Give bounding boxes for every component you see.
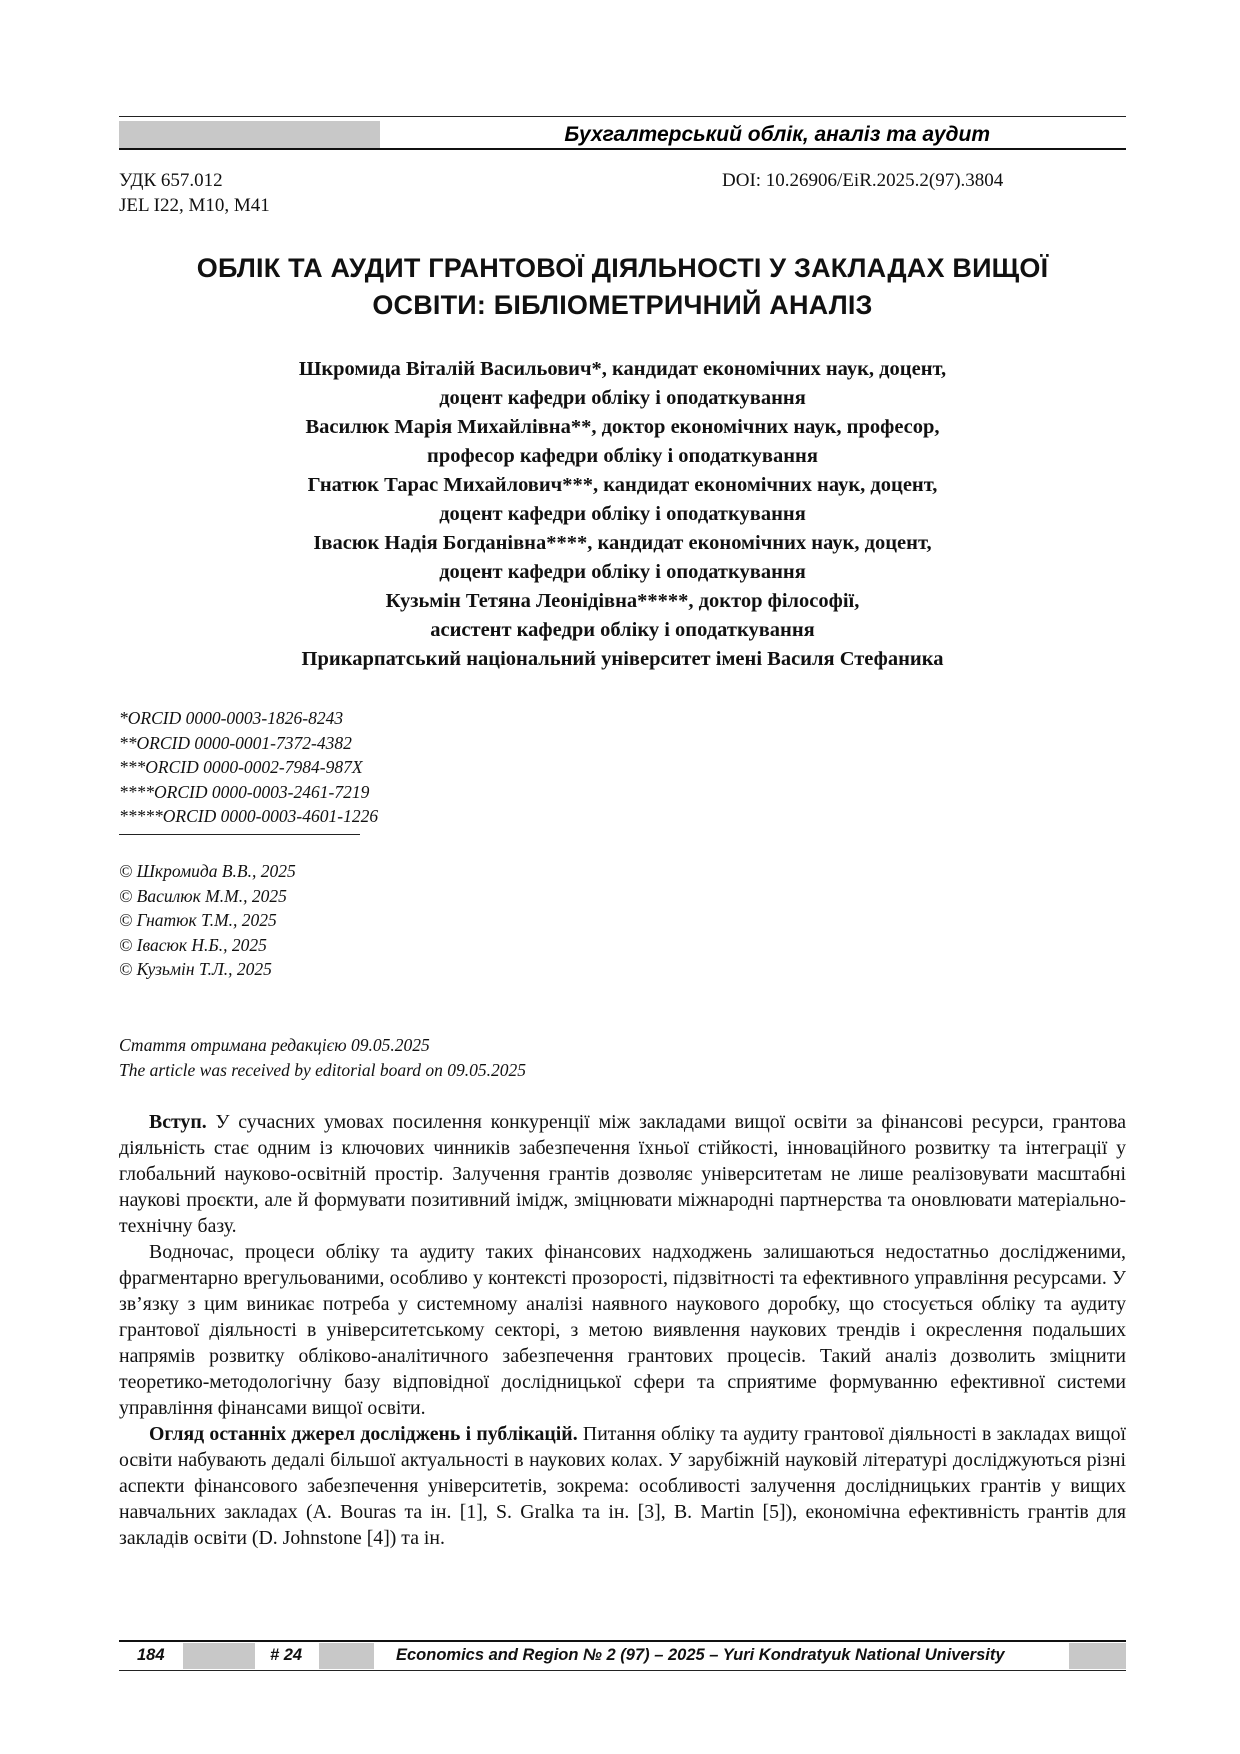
author-line: доцент кафедри обліку і оподаткування	[439, 503, 806, 525]
journal-section-title: Бухгалтерський облік, аналіз та аудит	[564, 123, 990, 146]
issue-number: # 24	[270, 1646, 303, 1664]
footnote-separator	[119, 834, 360, 835]
author-line: доцент кафедри обліку і оподаткування	[439, 561, 806, 583]
orcid-list	[119, 706, 378, 829]
footer-gray-block	[1069, 1643, 1126, 1669]
article-title	[119, 250, 1126, 324]
paragraph-text: У сучасних умовах посилення конкуренції між закладами вищої освіти за фінансові ресурси, грантова діяльність стає одним із ключових чинників забезпечення їхньої стійкості, інноваційного розвитку та інтеграції у глобальний науково-освітній простір. Залучення грантів дозволяє університетам не лише реалізовувати масштабні наукові проєкти, але й формувати позитивний імідж, зміцнювати міжнародні партнерства та оновлювати матеріально-технічну базу.	[119, 1111, 1126, 1237]
author-line: професор кафедри обліку і оподаткування	[427, 445, 818, 467]
title-line: ОБЛІК ТА АУДИТ ГРАНТОВОЇ ДІЯЛЬНОСТІ У ЗАКЛАДАХ ВИЩОЇ	[196, 253, 1049, 283]
paragraph-text: Водночас, процеси обліку та аудиту таких фінансових надходжень залишаються недостатньо дослідженими, фрагментарно врегульованими, особливо у контексті прозорості, підзвітності та ефективного управління ресурсами. У зв’язку з цим виникає потреба у системному аналізі наявного наукового доробку, що стосується обліку та аудиту грантової діяльності в університетському секторі, з метою виявлення наукових трендів і окреслення подальших напрямів розвитку обліково-аналітичного забезпечення грантових процесів. Такий аналіз дозволить зміцнити теоретико-методологічну базу відповідної дослідницької сфери та сприятиме формуванню ефективної системи управління фінансами вищої освіти.	[119, 1241, 1126, 1419]
author-line: Кузьмін Тетяна Леонідівна*****, доктор філософії,	[385, 590, 860, 612]
footer-rule-bottom	[119, 1670, 1126, 1671]
jel-codes: JEL I22, M10, M41	[119, 195, 270, 216]
body-paragraph	[119, 1109, 1126, 1239]
article-body	[119, 1109, 1126, 1551]
header-rule-top	[119, 116, 1126, 117]
header-rule-bottom	[119, 148, 1126, 150]
author-line: доцент кафедри обліку і оподаткування	[439, 387, 806, 409]
author-line: Шкромида Віталій Васильович*, кандидат економічних наук, доцент,	[298, 358, 947, 380]
orcid-item: ***ORCID 0000-0002-7984-987X	[119, 757, 363, 777]
paragraph-lead: Огляд останніх джерел досліджень і публікацій.	[149, 1423, 578, 1445]
copyright-item: © Василюк М.М., 2025	[119, 885, 287, 906]
received-note	[119, 1033, 526, 1083]
running-header	[119, 121, 1126, 148]
paragraph-lead: Вступ.	[149, 1111, 207, 1133]
author-line: Гнатюк Тарас Михайлович***, кандидат економічних наук, доцент,	[307, 474, 938, 496]
received-ukrainian: Стаття отримана редакцією 09.05.2025	[119, 1035, 430, 1055]
author-line: Василюк Марія Михайлівна**, доктор економічних наук, професор,	[305, 416, 940, 438]
title-line: ОСВІТИ: БІБЛІОМЕТРИЧНИЙ АНАЛІЗ	[372, 290, 873, 320]
author-block	[119, 355, 1126, 674]
body-paragraph	[119, 1239, 1126, 1421]
footer-gray-block	[183, 1643, 255, 1669]
author-line: асистент кафедри обліку і оподаткування	[430, 619, 815, 641]
copyright-item: © Івасюк Н.Б., 2025	[119, 934, 267, 955]
copyright-item: © Шкромида В.В., 2025	[119, 861, 296, 881]
footer-journal: Economics and Region № 2 (97) – 2025 – Yuri Kondratyuk National University	[396, 1646, 1005, 1664]
footer-rule-top	[119, 1640, 1126, 1642]
orcid-item: *ORCID 0000-0003-1826-8243	[119, 708, 344, 728]
received-english: The article was received by editorial board on 09.05.2025	[119, 1060, 526, 1080]
author-line: Івасюк Надія Богданівна****, кандидат економічних наук, доцент,	[313, 532, 932, 554]
page-number: 184	[137, 1646, 165, 1664]
footer-gray-block	[319, 1643, 374, 1669]
udk-code: УДК 657.012	[119, 170, 223, 191]
doi: DOI: 10.26906/EiR.2025.2(97).3804	[722, 170, 1004, 191]
copyright-item: © Гнатюк Т.М., 2025	[119, 910, 277, 930]
copyright-list	[119, 859, 296, 982]
orcid-item: *****ORCID 0000-0003-4601-1226	[119, 806, 379, 826]
orcid-item: ****ORCID 0000-0003-2461-7219	[119, 781, 370, 802]
paragraph-text: Питання обліку та аудиту грантової діяльності в закладах вищої освіти набувають дедалі більшої актуальності в наукових колах. У зарубіжній науковій літературі досліджуються різні аспекти фінансового забезпечення університетів, зокрема: особливості залучення дослідницьких грантів у вищих навчальних закладах (A. Bouras та ін. [1], S. Gralka та ін. [3], B. Martin [5]), економічна ефективність грантів для закладів освіти (D. Johnstone [4]) та ін.	[119, 1423, 1126, 1549]
affiliation: Прикарпатський національний університет імені Василя Стефаника	[301, 648, 944, 670]
copyright-item: © Кузьмін Т.Л., 2025	[119, 959, 272, 979]
orcid-item: **ORCID 0000-0001-7372-4382	[119, 732, 352, 753]
body-paragraph	[119, 1421, 1126, 1551]
running-footer	[119, 1643, 1126, 1669]
header-gray-block	[119, 121, 380, 148]
